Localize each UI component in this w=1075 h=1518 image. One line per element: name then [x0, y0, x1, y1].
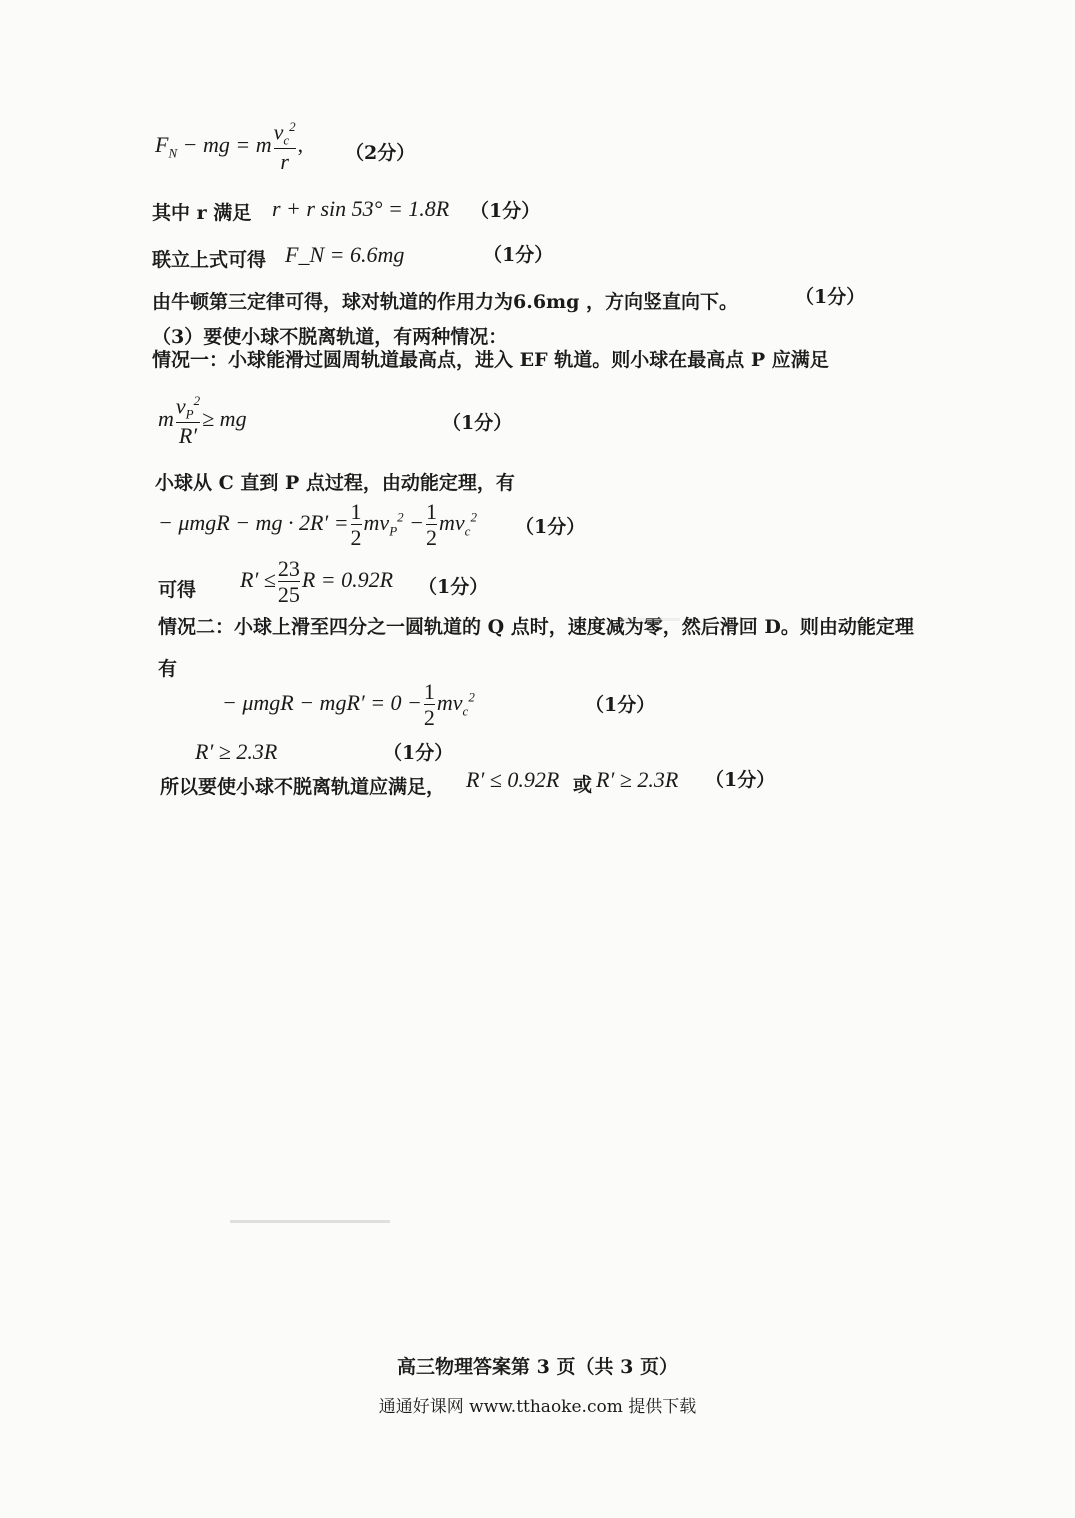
score-mark: （1分） [470, 200, 541, 222]
c-to-p-text: 小球从 C 直到 P 点过程，由动能定理，有 [155, 472, 515, 494]
score-mark: （1分） [705, 769, 776, 791]
score-mark: （1分） [383, 742, 454, 764]
equation-newton-second-law: $F_N$ − mg = m $\frac{v_c^2}{r}$ , [155, 119, 304, 175]
result-text: 可得 [158, 579, 197, 601]
radius-condition-text: 其中 r 满足 [152, 202, 252, 224]
normal-force-result: F_N = 6.6mg [285, 242, 405, 267]
conclusion-eq-1: R′ ≤ 0.92R [466, 767, 560, 792]
conclusion-eq-2: R′ ≥ 2.3R [596, 767, 679, 792]
score-mark: （1分） [483, 244, 554, 266]
scan-artifact [620, 618, 680, 621]
score-mark: （1分） [442, 412, 513, 434]
equation-top-point-condition: m $\frac{v_P^2}{R'}$ ≥ mg [158, 393, 247, 449]
score-mark: （1分） [515, 516, 586, 538]
scan-artifact [230, 1220, 390, 1223]
equation-energy-case2: − μmgR − mgR′ = 0 − $\frac{1}{2}$ $mv_c^2$ [222, 679, 475, 731]
score-mark: （1分） [418, 576, 489, 598]
page-number-footer: 高三物理答案第 3 页（共 3 页） [397, 1356, 678, 1378]
case2-text: 情况二：小球上滑至四分之一圆轨道的 Q 点时，速度减为零，然后滑回 D。则由动能定理 [158, 616, 914, 638]
equation-case2-result: R′ ≥ 2.3R [195, 739, 278, 764]
conclusion-text: 所以要使小球不脱离轨道应满足， [160, 776, 446, 798]
combine-text: 联立上式可得 [152, 249, 267, 271]
case2-text-cont: 有 [158, 658, 178, 680]
score-mark: （2分） [345, 142, 416, 164]
third-law-text: 由牛顿第三定律可得，球对轨道的作用力为6.6mg ，方向竖直向下。 [152, 291, 739, 313]
download-note: 通通好课网 www.tthaoke.com 提供下载 [378, 1397, 697, 1417]
part3-heading: （3）要使小球不脱离轨道，有两种情况： [152, 326, 508, 348]
score-mark: （1分） [795, 286, 866, 308]
equation-energy-c-to-p: − μmgR − mg · 2R′ = $\frac{1}{2}$ $mv_P^2$ − $\frac{1}{2}$ $mv_c^2$ [158, 499, 477, 551]
score-mark: （1分） [585, 694, 656, 716]
conclusion-or: 或 [573, 774, 593, 796]
equation-case1-result: R′ ≤ $\frac{23}{25}$ R = 0.92R [240, 556, 394, 608]
case1-text: 情况一：小球能滑过圆周轨道最高点，进入 EF 轨道。则小球在最高点 P 应满足 [152, 349, 829, 371]
radius-equation: r + r sin 53° = 1.8R [272, 196, 450, 221]
